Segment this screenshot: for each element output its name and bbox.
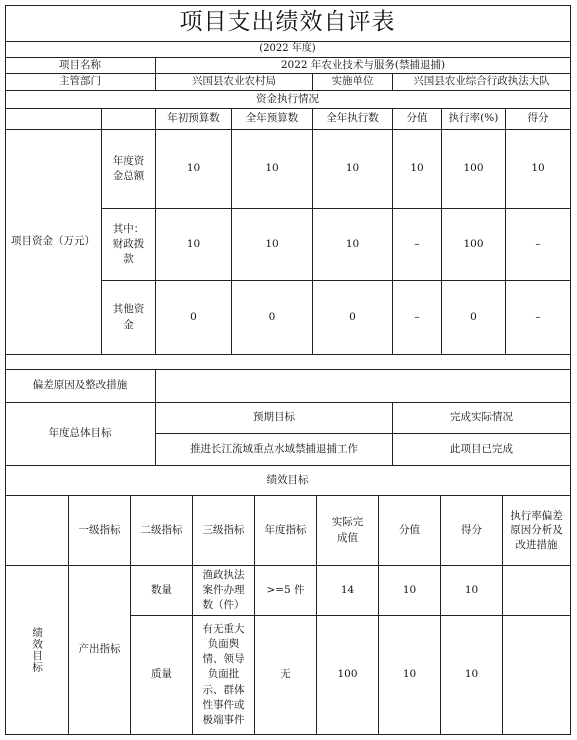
- funds-row-label: 其中：财政拨款: [102, 209, 156, 281]
- funds-cell: –: [506, 209, 571, 281]
- spacer-row: [5, 355, 571, 370]
- perf-header: 年度指标: [255, 496, 317, 566]
- perf-note: [503, 566, 571, 616]
- project-name-label: 项目名称: [5, 58, 156, 74]
- funds-section-title: 资金执行情况: [5, 91, 571, 109]
- page-title: 项目支出绩效自评表: [5, 5, 571, 42]
- perf-level2: 质量: [131, 616, 193, 735]
- funds-cell: 10: [156, 209, 232, 281]
- funds-cell: 0: [442, 281, 506, 355]
- funds-header: 执行率(%): [442, 109, 506, 130]
- funds-cell: 10: [156, 130, 232, 209]
- funds-cell: 10: [506, 130, 571, 209]
- perf-group-label: 绩效目标: [31, 627, 44, 673]
- funds-header: 得分: [506, 109, 571, 130]
- dept-value: 兴国县农业农村局: [156, 74, 313, 91]
- perf-actual: 14: [317, 566, 379, 616]
- deviation-value: [156, 370, 571, 403]
- perf-header: 三级指标: [193, 496, 255, 566]
- funds-header-blank-1: [5, 109, 102, 130]
- actual-header: 完成实际情况: [393, 403, 571, 434]
- expected-goal-header: 预期目标: [156, 403, 393, 434]
- perf-level3: 有无重大负面舆情、领导负面批示、群体性事件或极端事件: [193, 616, 255, 735]
- perf-score-value: 10: [379, 616, 441, 735]
- perf-header: 分值: [379, 496, 441, 566]
- project-name-value: 2022 年农业技术与服务(禁捕退捕): [156, 58, 571, 74]
- funds-cell: 10: [232, 130, 313, 209]
- perf-level2: 数量: [131, 566, 193, 616]
- deviation-label: 偏差原因及整改措施: [5, 370, 156, 403]
- funds-row-label: 其他资金: [102, 281, 156, 355]
- perf-level3: 渔政执法案件办理数（件）: [193, 566, 255, 616]
- funds-header: 全年执行数: [313, 109, 393, 130]
- funds-header-blank-2: [102, 109, 156, 130]
- perf-target: 无: [255, 616, 317, 735]
- funds-cell: 100: [442, 130, 506, 209]
- perf-header: 一级指标: [69, 496, 131, 566]
- impl-value: 兴国县农业综合行政执法大队: [393, 74, 571, 91]
- funds-cell: –: [393, 281, 442, 355]
- funds-cell: 10: [313, 130, 393, 209]
- perf-score: 10: [441, 616, 503, 735]
- actual-value: 此项目已完成: [393, 434, 571, 466]
- perf-target: >=5 件: [255, 566, 317, 616]
- perf-level1: 产出指标: [69, 566, 131, 735]
- funds-header: 分值: [393, 109, 442, 130]
- perf-actual: 100: [317, 616, 379, 735]
- funds-cell: 10: [313, 209, 393, 281]
- perf-header: 得分: [441, 496, 503, 566]
- funds-row-label: 年度资金总额: [102, 130, 156, 209]
- funds-cell: –: [393, 209, 442, 281]
- annual-goal-label: 年度总体目标: [5, 403, 156, 466]
- funds-header: 全年预算数: [232, 109, 313, 130]
- funds-cell: 10: [393, 130, 442, 209]
- funds-cell: 0: [232, 281, 313, 355]
- funds-cell: 0: [156, 281, 232, 355]
- funds-group-label: 项目资金（万元）: [5, 130, 102, 355]
- funds-header: 年初预算数: [156, 109, 232, 130]
- funds-cell: 10: [232, 209, 313, 281]
- perf-score-value: 10: [379, 566, 441, 616]
- perf-header: 二级指标: [131, 496, 193, 566]
- perf-header-blank: [5, 496, 69, 566]
- perf-note: [503, 616, 571, 735]
- funds-cell: –: [506, 281, 571, 355]
- perf-score: 10: [441, 566, 503, 616]
- perf-header-note: 执行率偏差原因分析及改进措施: [503, 496, 571, 566]
- year-label: (2022 年度): [5, 42, 571, 58]
- dept-label: 主管部门: [5, 74, 156, 91]
- perf-header: 实际完成值: [317, 496, 379, 566]
- impl-label: 实施单位: [313, 74, 393, 91]
- perf-group-label-cell: [5, 566, 69, 735]
- funds-cell: 100: [442, 209, 506, 281]
- expected-goal-value: 推进长江流域重点水域禁捕退捕工作: [156, 434, 393, 466]
- funds-cell: 0: [313, 281, 393, 355]
- perf-section-title: 绩效目标: [5, 466, 571, 496]
